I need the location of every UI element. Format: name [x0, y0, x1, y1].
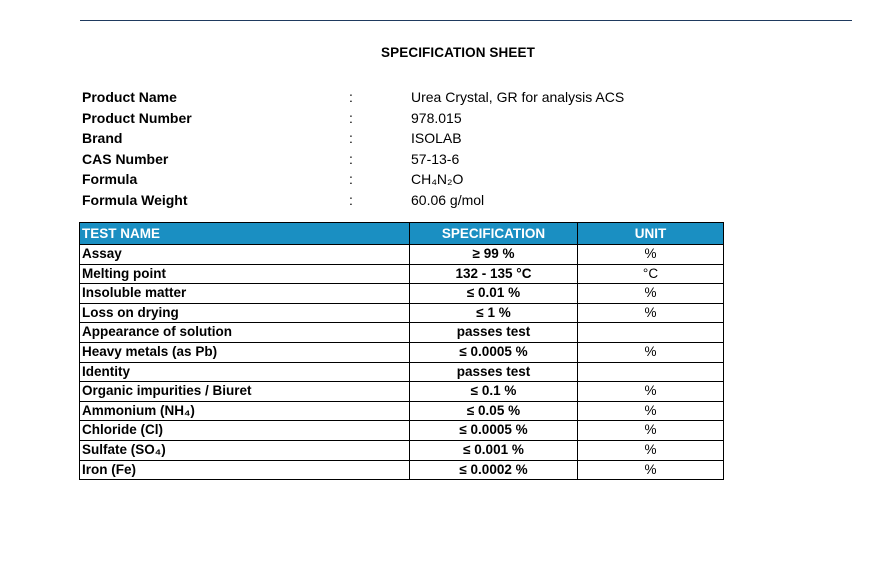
- header-specification: SPECIFICATION: [410, 223, 578, 245]
- test-name-cell: Heavy metals (as Pb): [80, 342, 410, 362]
- table-row: [80, 382, 724, 402]
- info-value: 978.015: [411, 109, 462, 126]
- test-name-cell: Sulfate (SO₄): [80, 440, 410, 460]
- info-separator: :: [349, 171, 353, 188]
- test-name-cell: Ammonium (NH₄): [80, 401, 410, 421]
- spec-cell: ≤ 0.05 %: [410, 401, 578, 421]
- table-row: [80, 303, 724, 323]
- specification-table: [79, 222, 724, 480]
- info-value: CH₄N₂O: [411, 171, 464, 188]
- spec-cell: ≤ 0.001 %: [410, 440, 578, 460]
- test-name-cell: Iron (Fe): [80, 460, 410, 480]
- table-row: [80, 323, 724, 343]
- spec-cell: 132 - 135 °C: [410, 264, 578, 284]
- unit-cell: %: [578, 440, 724, 460]
- info-value: 57-13-6: [411, 150, 460, 167]
- unit-cell: %: [578, 245, 724, 265]
- unit-cell: %: [578, 401, 724, 421]
- info-row-product-number: [81, 108, 701, 129]
- spec-cell: ≤ 0.01 %: [410, 284, 578, 304]
- product-info-block: [81, 87, 701, 211]
- unit-cell: %: [578, 284, 724, 304]
- test-name-cell: Organic impurities / Biuret: [80, 382, 410, 402]
- table-row: [80, 284, 724, 304]
- top-divider: [80, 20, 852, 21]
- test-name-cell: Assay: [80, 245, 410, 265]
- info-label: Brand: [82, 130, 123, 147]
- spec-cell: ≤ 0.1 %: [410, 382, 578, 402]
- unit-cell: °C: [578, 264, 724, 284]
- table-row: [80, 421, 724, 441]
- info-row-formula: [81, 169, 701, 190]
- table-row: [80, 440, 724, 460]
- info-value: 60.06 g/mol: [411, 191, 485, 208]
- info-separator: :: [349, 109, 353, 126]
- spec-cell: ≤ 0.0005 %: [410, 342, 578, 362]
- info-separator: :: [349, 150, 353, 167]
- spec-cell: ≤ 0.0005 %: [410, 421, 578, 441]
- spec-cell: passes test: [410, 323, 578, 343]
- unit-cell: %: [578, 382, 724, 402]
- unit-cell: %: [578, 303, 724, 323]
- test-name-cell: Appearance of solution: [80, 323, 410, 343]
- table-header-row: [80, 223, 724, 245]
- info-row-cas-number: [81, 149, 701, 170]
- table-row: [80, 342, 724, 362]
- test-name-cell: Identity: [80, 362, 410, 382]
- info-separator: :: [349, 130, 353, 147]
- info-row-formula-weight: [81, 190, 701, 211]
- info-label: Product Name: [82, 89, 177, 105]
- table-row: [80, 401, 724, 421]
- info-row-product-name: [81, 87, 701, 108]
- info-label: CAS Number: [82, 150, 169, 167]
- unit-cell: [578, 323, 724, 343]
- info-label: Product Number: [82, 109, 192, 126]
- spec-cell: passes test: [410, 362, 578, 382]
- spec-cell: ≥ 99 %: [410, 245, 578, 265]
- unit-cell: %: [578, 421, 724, 441]
- page-title: SPECIFICATION SHEET: [381, 45, 535, 60]
- table-row: [80, 460, 724, 480]
- table-row: [80, 245, 724, 265]
- table-row: [80, 264, 724, 284]
- test-name-cell: Loss on drying: [80, 303, 410, 323]
- test-name-cell: Melting point: [80, 264, 410, 284]
- info-row-brand: [81, 128, 701, 149]
- unit-cell: [578, 362, 724, 382]
- header-unit: UNIT: [578, 223, 724, 245]
- info-separator: :: [349, 89, 353, 105]
- header-test-name: TEST NAME: [80, 223, 410, 245]
- spec-cell: ≤ 1 %: [410, 303, 578, 323]
- unit-cell: %: [578, 342, 724, 362]
- test-name-cell: Chloride (Cl): [80, 421, 410, 441]
- spec-cell: ≤ 0.0002 %: [410, 460, 578, 480]
- info-label: Formula Weight: [82, 191, 188, 208]
- table-row: [80, 362, 724, 382]
- info-value: ISOLAB: [411, 130, 462, 147]
- info-separator: :: [349, 191, 353, 208]
- test-name-cell: Insoluble matter: [80, 284, 410, 304]
- info-label: Formula: [82, 171, 138, 188]
- unit-cell: %: [578, 460, 724, 480]
- info-value: Urea Crystal, GR for analysis ACS: [411, 89, 625, 105]
